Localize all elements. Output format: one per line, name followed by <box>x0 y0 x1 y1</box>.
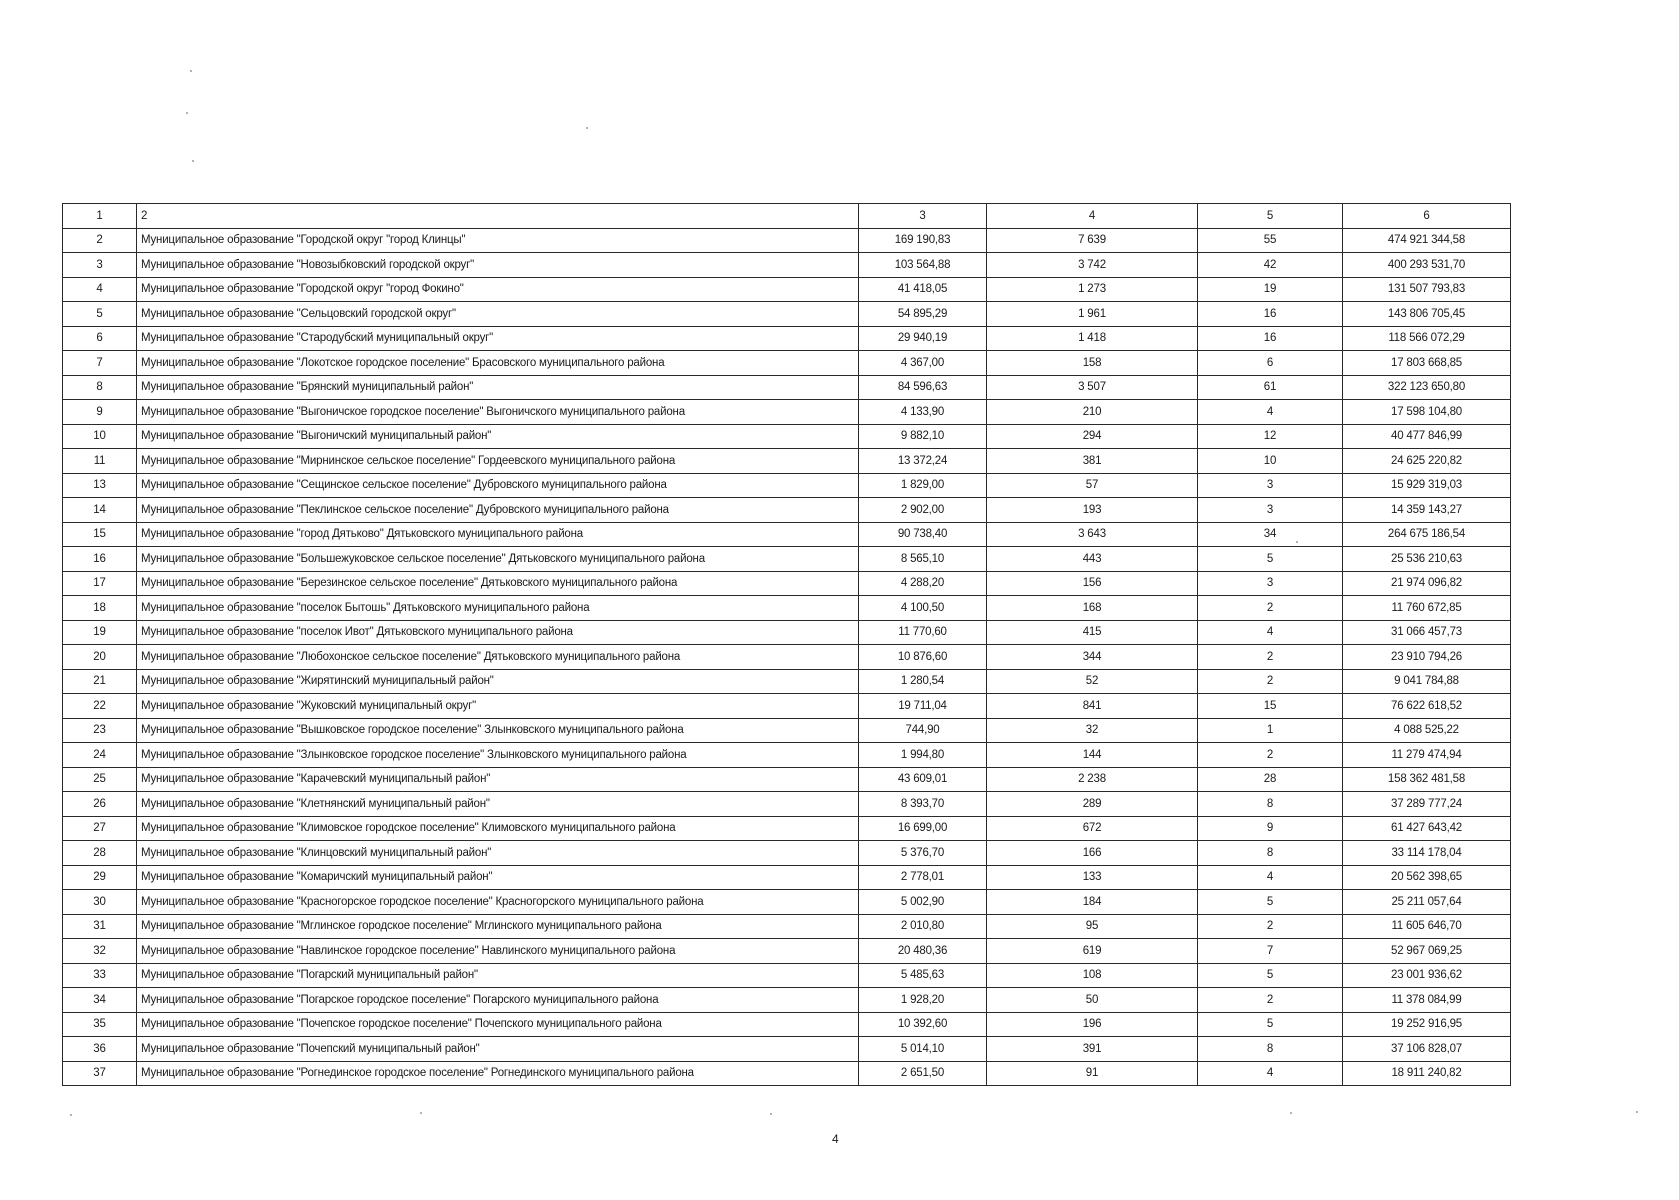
cell-col-4: 168 <box>987 596 1198 621</box>
cell-col-5: 4 <box>1198 400 1343 425</box>
cell-col-3: 5 002,90 <box>859 890 987 915</box>
cell-col-2: Муниципальное образование "Городской округ "город Фокино" <box>137 277 859 302</box>
cell-col-3: 744,90 <box>859 718 987 743</box>
table-row <box>63 596 1511 621</box>
cell-col-2: Муниципальное образование "Красногорское городское поселение" Красногорского муниципального района <box>137 890 859 915</box>
table-row <box>63 816 1511 841</box>
cell-col-1: 3 <box>63 253 137 278</box>
cell-col-5: 6 <box>1198 351 1343 376</box>
cell-col-3: 3 <box>859 204 987 229</box>
cell-col-6: 11 605 646,70 <box>1343 914 1511 939</box>
cell-col-5: 1 <box>1198 718 1343 743</box>
scan-speck <box>1296 541 1298 543</box>
scan-speck <box>192 160 194 162</box>
cell-col-2: Муниципальное образование "Рогнединское городское поселение" Рогнединского муниципального района <box>137 1061 859 1086</box>
cell-col-3: 103 564,88 <box>859 253 987 278</box>
cell-col-5: 3 <box>1198 571 1343 596</box>
cell-col-4: 144 <box>987 743 1198 768</box>
cell-col-1: 11 <box>63 449 137 474</box>
cell-col-1: 22 <box>63 694 137 719</box>
cell-col-6: 25 536 210,63 <box>1343 547 1511 572</box>
cell-col-3: 29 940,19 <box>859 326 987 351</box>
scan-speck <box>586 127 588 129</box>
cell-col-4: 294 <box>987 424 1198 449</box>
cell-col-1: 16 <box>63 547 137 572</box>
cell-col-1: 28 <box>63 841 137 866</box>
table-row <box>63 620 1511 645</box>
table-row <box>63 914 1511 939</box>
cell-col-5: 5 <box>1198 1012 1343 1037</box>
cell-col-4: 91 <box>987 1061 1198 1086</box>
cell-col-2: Муниципальное образование "Клетнянский муниципальный район" <box>137 792 859 817</box>
cell-col-6: 37 289 777,24 <box>1343 792 1511 817</box>
cell-col-4: 3 643 <box>987 522 1198 547</box>
cell-col-6: 17 803 668,85 <box>1343 351 1511 376</box>
cell-col-3: 2 778,01 <box>859 865 987 890</box>
scan-speck <box>70 1114 72 1116</box>
cell-col-5: 3 <box>1198 473 1343 498</box>
cell-col-3: 5 376,70 <box>859 841 987 866</box>
cell-col-6: 264 675 186,54 <box>1343 522 1511 547</box>
table-row <box>63 939 1511 964</box>
cell-col-1: 7 <box>63 351 137 376</box>
cell-col-4: 32 <box>987 718 1198 743</box>
cell-col-1: 20 <box>63 645 137 670</box>
cell-col-5: 2 <box>1198 914 1343 939</box>
table-row <box>63 326 1511 351</box>
cell-col-6: 6 <box>1343 204 1511 229</box>
cell-col-6: 400 293 531,70 <box>1343 253 1511 278</box>
cell-col-1: 24 <box>63 743 137 768</box>
cell-col-2: Муниципальное образование "Злынковское городское поселение" Злынковского муниципального района <box>137 743 859 768</box>
cell-col-4: 3 742 <box>987 253 1198 278</box>
cell-col-5: 2 <box>1198 645 1343 670</box>
cell-col-6: 9 041 784,88 <box>1343 669 1511 694</box>
table-row <box>63 351 1511 376</box>
cell-col-1: 33 <box>63 963 137 988</box>
table-row <box>63 228 1511 253</box>
cell-col-4: 108 <box>987 963 1198 988</box>
cell-col-3: 4 367,00 <box>859 351 987 376</box>
cell-col-2: Муниципальное образование "Климовское городское поселение" Климовского муниципального района <box>137 816 859 841</box>
cell-col-2: Муниципальное образование "Выгоничский муниципальный район" <box>137 424 859 449</box>
cell-col-1: 6 <box>63 326 137 351</box>
table-row <box>63 1012 1511 1037</box>
cell-col-3: 5 485,63 <box>859 963 987 988</box>
cell-col-6: 474 921 344,58 <box>1343 228 1511 253</box>
table-body <box>63 204 1511 1086</box>
table-row <box>63 473 1511 498</box>
cell-col-2: Муниципальное образование "Жирятинский муниципальный район" <box>137 669 859 694</box>
table-row <box>63 718 1511 743</box>
cell-col-2: Муниципальное образование "Карачевский муниципальный район" <box>137 767 859 792</box>
cell-col-6: 11 279 474,94 <box>1343 743 1511 768</box>
cell-col-6: 11 760 672,85 <box>1343 596 1511 621</box>
cell-col-3: 1 280,54 <box>859 669 987 694</box>
cell-col-3: 90 738,40 <box>859 522 987 547</box>
cell-col-2: Муниципальное образование "Вышковское городское поселение" Злынковского муниципального района <box>137 718 859 743</box>
cell-col-1: 18 <box>63 596 137 621</box>
cell-col-2: Муниципальное образование "Большежуковское сельское поселение" Дятьковского муниципального района <box>137 547 859 572</box>
cell-col-5: 16 <box>1198 302 1343 327</box>
cell-col-6: 37 106 828,07 <box>1343 1037 1511 1062</box>
cell-col-3: 2 651,50 <box>859 1061 987 1086</box>
cell-col-3: 54 895,29 <box>859 302 987 327</box>
cell-col-2: Муниципальное образование "Локотское городское поселение" Брасовского муниципального района <box>137 351 859 376</box>
cell-col-1: 13 <box>63 473 137 498</box>
cell-col-3: 16 699,00 <box>859 816 987 841</box>
table-row <box>63 449 1511 474</box>
cell-col-2: Муниципальное образование "Городской округ "город Клинцы" <box>137 228 859 253</box>
cell-col-3: 4 133,90 <box>859 400 987 425</box>
cell-col-1: 32 <box>63 939 137 964</box>
cell-col-2: Муниципальное образование "Мирнинское сельское поселение" Гордеевского муниципального района <box>137 449 859 474</box>
cell-col-5: 55 <box>1198 228 1343 253</box>
cell-col-2: Муниципальное образование "Жуковский муниципальный округ" <box>137 694 859 719</box>
cell-col-2: Муниципальное образование "поселок Бытошь" Дятьковского муниципального района <box>137 596 859 621</box>
cell-col-1: 37 <box>63 1061 137 1086</box>
cell-col-4: 391 <box>987 1037 1198 1062</box>
scan-speck <box>186 112 188 114</box>
cell-col-6: 4 088 525,22 <box>1343 718 1511 743</box>
cell-col-6: 25 211 057,64 <box>1343 890 1511 915</box>
cell-col-4: 344 <box>987 645 1198 670</box>
cell-col-6: 18 911 240,82 <box>1343 1061 1511 1086</box>
cell-col-6: 31 066 457,73 <box>1343 620 1511 645</box>
cell-col-3: 8 393,70 <box>859 792 987 817</box>
cell-col-4: 415 <box>987 620 1198 645</box>
cell-col-2: Муниципальное образование "Сещинское сельское поселение" Дубровского муниципального района <box>137 473 859 498</box>
cell-col-2: Муниципальное образование "Погарское городское поселение" Погарского муниципального района <box>137 988 859 1013</box>
cell-col-3: 1 829,00 <box>859 473 987 498</box>
table-row <box>63 743 1511 768</box>
cell-col-5: 7 <box>1198 939 1343 964</box>
cell-col-3: 41 418,05 <box>859 277 987 302</box>
cell-col-4: 196 <box>987 1012 1198 1037</box>
cell-col-1: 31 <box>63 914 137 939</box>
municipal-data-table <box>62 203 1511 1086</box>
table-row <box>63 865 1511 890</box>
table-row <box>63 277 1511 302</box>
cell-col-1: 30 <box>63 890 137 915</box>
table-row <box>63 963 1511 988</box>
cell-col-3: 5 014,10 <box>859 1037 987 1062</box>
cell-col-5: 9 <box>1198 816 1343 841</box>
cell-col-3: 1 928,20 <box>859 988 987 1013</box>
cell-col-4: 166 <box>987 841 1198 866</box>
cell-col-5: 2 <box>1198 988 1343 1013</box>
cell-col-6: 23 001 936,62 <box>1343 963 1511 988</box>
table-row <box>63 522 1511 547</box>
cell-col-6: 61 427 643,42 <box>1343 816 1511 841</box>
cell-col-3: 169 190,83 <box>859 228 987 253</box>
cell-col-2: Муниципальное образование "Погарский муниципальный район" <box>137 963 859 988</box>
cell-col-6: 24 625 220,82 <box>1343 449 1511 474</box>
cell-col-3: 11 770,60 <box>859 620 987 645</box>
cell-col-4: 95 <box>987 914 1198 939</box>
cell-col-3: 10 392,60 <box>859 1012 987 1037</box>
cell-col-1: 34 <box>63 988 137 1013</box>
scan-speck <box>190 70 192 72</box>
cell-col-2: Муниципальное образование "Почепское городское поселение" Почепского муниципального района <box>137 1012 859 1037</box>
page-number: 4 <box>832 1132 839 1146</box>
cell-col-6: 131 507 793,83 <box>1343 277 1511 302</box>
cell-col-4: 619 <box>987 939 1198 964</box>
cell-col-1: 2 <box>63 228 137 253</box>
cell-col-6: 11 378 084,99 <box>1343 988 1511 1013</box>
cell-col-4: 841 <box>987 694 1198 719</box>
cell-col-2: Муниципальное образование "Навлинское городское поселение" Навлинского муниципального района <box>137 939 859 964</box>
table-row <box>63 571 1511 596</box>
cell-col-4: 381 <box>987 449 1198 474</box>
cell-col-4: 7 639 <box>987 228 1198 253</box>
cell-col-5: 4 <box>1198 865 1343 890</box>
cell-col-5: 4 <box>1198 1061 1343 1086</box>
cell-col-6: 33 114 178,04 <box>1343 841 1511 866</box>
cell-col-6: 17 598 104,80 <box>1343 400 1511 425</box>
cell-col-3: 4 100,50 <box>859 596 987 621</box>
cell-col-1: 10 <box>63 424 137 449</box>
cell-col-1: 8 <box>63 375 137 400</box>
cell-col-6: 20 562 398,65 <box>1343 865 1511 890</box>
cell-col-1: 25 <box>63 767 137 792</box>
cell-col-5: 12 <box>1198 424 1343 449</box>
cell-col-3: 8 565,10 <box>859 547 987 572</box>
cell-col-5: 5 <box>1198 890 1343 915</box>
cell-col-3: 13 372,24 <box>859 449 987 474</box>
cell-col-5: 2 <box>1198 669 1343 694</box>
table-row <box>63 302 1511 327</box>
table-row <box>63 988 1511 1013</box>
table-row <box>63 792 1511 817</box>
cell-col-5: 8 <box>1198 792 1343 817</box>
cell-col-2: Муниципальное образование "город Дятьково" Дятьковского муниципального района <box>137 522 859 547</box>
cell-col-3: 4 288,20 <box>859 571 987 596</box>
cell-col-6: 52 967 069,25 <box>1343 939 1511 964</box>
cell-col-4: 2 238 <box>987 767 1198 792</box>
cell-col-5: 15 <box>1198 694 1343 719</box>
cell-col-2: Муниципальное образование "Березинское сельское поселение" Дятьковского муниципального района <box>137 571 859 596</box>
cell-col-1: 36 <box>63 1037 137 1062</box>
cell-col-5: 61 <box>1198 375 1343 400</box>
cell-col-3: 19 711,04 <box>859 694 987 719</box>
cell-col-5: 5 <box>1198 963 1343 988</box>
cell-col-1: 26 <box>63 792 137 817</box>
cell-col-2: Муниципальное образование "Сельцовский городской округ" <box>137 302 859 327</box>
cell-col-6: 143 806 705,45 <box>1343 302 1511 327</box>
table-row <box>63 375 1511 400</box>
cell-col-2: 2 <box>137 204 859 229</box>
cell-col-2: Муниципальное образование "Любохонское сельское поселение" Дятьковского муниципального района <box>137 645 859 670</box>
cell-col-4: 57 <box>987 473 1198 498</box>
cell-col-4: 1 273 <box>987 277 1198 302</box>
cell-col-3: 1 994,80 <box>859 743 987 768</box>
cell-col-5: 42 <box>1198 253 1343 278</box>
cell-col-1: 19 <box>63 620 137 645</box>
table-row <box>63 890 1511 915</box>
table-row <box>63 841 1511 866</box>
cell-col-1: 29 <box>63 865 137 890</box>
cell-col-1: 17 <box>63 571 137 596</box>
cell-col-5: 28 <box>1198 767 1343 792</box>
cell-col-1: 14 <box>63 498 137 523</box>
cell-col-2: Муниципальное образование "Почепский муниципальный район" <box>137 1037 859 1062</box>
cell-col-5: 34 <box>1198 522 1343 547</box>
cell-col-6: 322 123 650,80 <box>1343 375 1511 400</box>
cell-col-4: 443 <box>987 547 1198 572</box>
table-row <box>63 767 1511 792</box>
table-row <box>63 498 1511 523</box>
cell-col-1: 27 <box>63 816 137 841</box>
cell-col-5: 2 <box>1198 743 1343 768</box>
cell-col-5: 5 <box>1198 204 1343 229</box>
scan-speck <box>420 1112 422 1114</box>
scan-speck <box>770 1113 772 1115</box>
cell-col-6: 158 362 481,58 <box>1343 767 1511 792</box>
cell-col-4: 156 <box>987 571 1198 596</box>
table-row <box>63 400 1511 425</box>
cell-col-5: 8 <box>1198 841 1343 866</box>
cell-col-3: 20 480,36 <box>859 939 987 964</box>
cell-col-4: 1 418 <box>987 326 1198 351</box>
scan-speck <box>1290 1112 1292 1114</box>
cell-col-3: 2 010,80 <box>859 914 987 939</box>
cell-col-1: 4 <box>63 277 137 302</box>
cell-col-4: 4 <box>987 204 1198 229</box>
cell-col-5: 4 <box>1198 620 1343 645</box>
cell-col-1: 21 <box>63 669 137 694</box>
cell-col-4: 184 <box>987 890 1198 915</box>
cell-col-1: 35 <box>63 1012 137 1037</box>
table-row <box>63 547 1511 572</box>
cell-col-3: 10 876,60 <box>859 645 987 670</box>
cell-col-5: 2 <box>1198 596 1343 621</box>
cell-col-4: 3 507 <box>987 375 1198 400</box>
cell-col-3: 9 882,10 <box>859 424 987 449</box>
cell-col-2: Муниципальное образование "поселок Ивот" Дятьковского муниципального района <box>137 620 859 645</box>
cell-col-1: 9 <box>63 400 137 425</box>
table-row <box>63 1037 1511 1062</box>
cell-col-3: 43 609,01 <box>859 767 987 792</box>
cell-col-4: 133 <box>987 865 1198 890</box>
cell-col-3: 84 596,63 <box>859 375 987 400</box>
cell-col-4: 672 <box>987 816 1198 841</box>
table-row <box>63 694 1511 719</box>
cell-col-5: 5 <box>1198 547 1343 572</box>
header-row <box>63 204 1511 229</box>
cell-col-6: 118 566 072,29 <box>1343 326 1511 351</box>
cell-col-6: 14 359 143,27 <box>1343 498 1511 523</box>
cell-col-6: 23 910 794,26 <box>1343 645 1511 670</box>
cell-col-4: 289 <box>987 792 1198 817</box>
cell-col-1: 15 <box>63 522 137 547</box>
cell-col-2: Муниципальное образование "Брянский муниципальный район" <box>137 375 859 400</box>
cell-col-1: 23 <box>63 718 137 743</box>
cell-col-3: 2 902,00 <box>859 498 987 523</box>
cell-col-5: 16 <box>1198 326 1343 351</box>
cell-col-6: 19 252 916,95 <box>1343 1012 1511 1037</box>
cell-col-5: 19 <box>1198 277 1343 302</box>
cell-col-4: 1 961 <box>987 302 1198 327</box>
cell-col-2: Муниципальное образование "Клинцовский муниципальный район" <box>137 841 859 866</box>
table-row <box>63 645 1511 670</box>
cell-col-1: 1 <box>63 204 137 229</box>
cell-col-2: Муниципальное образование "Пеклинское сельское поселение" Дубровского муниципального района <box>137 498 859 523</box>
cell-col-6: 76 622 618,52 <box>1343 694 1511 719</box>
cell-col-4: 50 <box>987 988 1198 1013</box>
cell-col-2: Муниципальное образование "Мглинское городское поселение" Мглинского муниципального района <box>137 914 859 939</box>
table-row <box>63 424 1511 449</box>
cell-col-2: Муниципальное образование "Стародубский муниципальный округ" <box>137 326 859 351</box>
cell-col-6: 21 974 096,82 <box>1343 571 1511 596</box>
cell-col-2: Муниципальное образование "Выгоничское городское поселение" Выгоничского муниципального района <box>137 400 859 425</box>
cell-col-2: Муниципальное образование "Комаричский муниципальный район" <box>137 865 859 890</box>
cell-col-6: 40 477 846,99 <box>1343 424 1511 449</box>
cell-col-6: 15 929 319,03 <box>1343 473 1511 498</box>
cell-col-4: 210 <box>987 400 1198 425</box>
cell-col-5: 10 <box>1198 449 1343 474</box>
table-row <box>63 253 1511 278</box>
cell-col-1: 5 <box>63 302 137 327</box>
cell-col-4: 158 <box>987 351 1198 376</box>
scan-speck <box>1636 1111 1638 1113</box>
cell-col-2: Муниципальное образование "Новозыбковский городской округ" <box>137 253 859 278</box>
cell-col-5: 8 <box>1198 1037 1343 1062</box>
table-row <box>63 669 1511 694</box>
cell-col-4: 52 <box>987 669 1198 694</box>
cell-col-5: 3 <box>1198 498 1343 523</box>
cell-col-4: 193 <box>987 498 1198 523</box>
table-row <box>63 1061 1511 1086</box>
